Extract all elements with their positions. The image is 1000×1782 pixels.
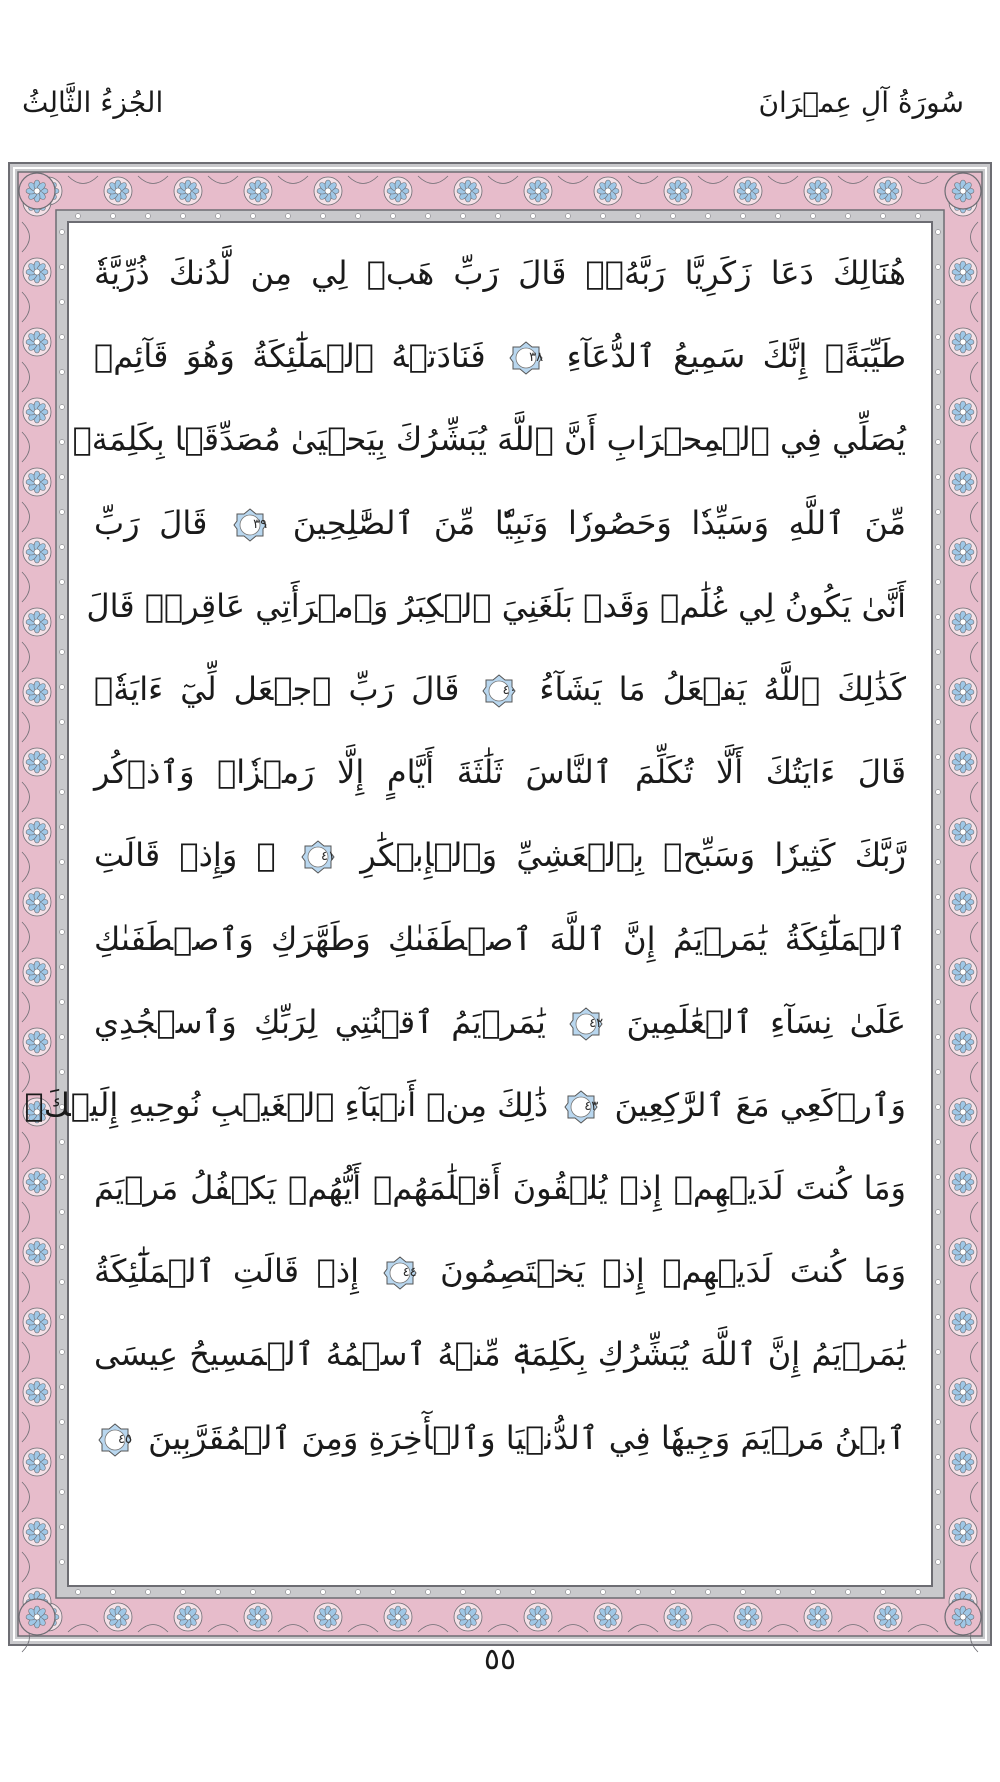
ayah-number: ٤٠ bbox=[502, 682, 517, 698]
page-number: ٥٥ bbox=[483, 1642, 517, 1677]
ayah-end-marker bbox=[301, 840, 335, 874]
text-line bbox=[94, 648, 906, 731]
verse-text: كَذَٰلِكَ ٱللَّهُ يَفۡعَلُ مَا يَشَآءُ bbox=[539, 669, 907, 708]
quran-text-block bbox=[24, 232, 922, 1576]
verse-text: ٱلۡمَلَٰٓئِكَةُ يَٰمَرۡيَمُ إِنَّ ٱللَّهَ ٱصۡطَفَىٰكِ وَطَهَّرَكِ وَٱصۡطَفَىٰكِ bbox=[94, 919, 906, 958]
verse-text: وَٱرۡكَعِي مَعَ ٱلرَّٰكِعِينَ bbox=[614, 1085, 906, 1124]
verse-text: مِّنَ ٱللَّهِ وَسَيِّدٗا وَحَصُورٗا وَنَبِيّٗا مِّنَ ٱلصَّٰلِحِينَ bbox=[292, 503, 907, 542]
text-line bbox=[94, 981, 906, 1064]
text-line bbox=[94, 1313, 906, 1396]
text-line bbox=[94, 482, 906, 565]
ayah-end-marker bbox=[98, 1423, 132, 1457]
text-line bbox=[94, 232, 906, 315]
verse-text: ذَٰلِكَ مِنۡ أَنۢبَآءِ ٱلۡغَيۡبِ نُوحِيهِ إِلَيۡكَۚ bbox=[24, 1085, 549, 1124]
ayah-end-marker bbox=[564, 1090, 598, 1124]
juz-title: الجُزءُ الثَّالِثُ bbox=[22, 86, 164, 119]
ayah-number: ٣٨ bbox=[529, 350, 544, 366]
verse-text: طَيِّبَةًۖ إِنَّكَ سَمِيعُ ٱلدُّعَآءِ bbox=[566, 337, 907, 376]
surah-title: سُورَةُ آلِ عِمۡرَانَ bbox=[758, 86, 964, 119]
text-line bbox=[86, 565, 906, 648]
verse-text: يَٰمَرۡيَمُ إِنَّ ٱللَّهَ يُبَشِّرُكِ بِكَلِمَةٖ مِّنۡهُ ٱسۡمُهُ ٱلۡمَسِيحُ عِيسَى bbox=[94, 1335, 906, 1374]
verse-text: وَمَا كُنتَ لَدَيۡهِمۡ إِذۡ يَخۡتَصِمُونَ bbox=[440, 1252, 907, 1291]
verse-text: رَّبَّكَ كَثِيرٗا وَسَبِّحۡ بِٱلۡعَشِيِّ وَٱلۡإِبۡكَٰرِ bbox=[360, 836, 907, 875]
verse-text: ۞ وَإِذۡ قَالَتِ bbox=[94, 836, 276, 875]
verse-text: قَالَ رَبِّ bbox=[94, 503, 208, 542]
verse-text: وَمَا كُنتَ لَدَيۡهِمۡ إِذۡ يُلۡقُونَ أَقۡلَٰمَهُمۡ أَيُّهُمۡ يَكۡفُلُ مَرۡيَمَ bbox=[94, 1169, 906, 1208]
verse-text: قَالَ ءَايَتُكَ أَلَّا تُكَلِّمَ ٱلنَّاسَ ثَلَٰثَةَ أَيَّامٍ إِلَّا رَمۡزٗاۗ وَٱذۡكُر bbox=[94, 753, 906, 792]
ayah-number: ٤٤ bbox=[402, 1265, 417, 1281]
text-line bbox=[94, 1230, 906, 1313]
page-header bbox=[0, 86, 1000, 146]
ayah-end-marker bbox=[233, 508, 267, 542]
verse-text: فَنَادَتۡهُ ٱلۡمَلَٰٓئِكَةُ وَهُوَ قَآئِمٞ bbox=[94, 337, 486, 376]
verse-text: إِذۡ قَالَتِ ٱلۡمَلَٰٓئِكَةُ bbox=[94, 1252, 359, 1291]
text-line bbox=[94, 814, 906, 897]
verse-text: يُصَلِّي فِي ٱلۡمِحۡرَابِ أَنَّ ٱللَّهَ يُبَشِّرُكَ بِيَحۡيَىٰ مُصَدِّقَۢا بِكَلِمَةٖ bbox=[72, 420, 906, 459]
ayah-end-marker bbox=[569, 1007, 603, 1041]
text-line bbox=[94, 1397, 906, 1480]
text-line bbox=[94, 731, 906, 814]
ayah-number: ٤١ bbox=[321, 849, 335, 865]
verse-text: ٱبۡنُ مَرۡيَمَ وَجِيهٗا فِي ٱلدُّنۡيَا وَٱلۡأٓخِرَةِ وَمِنَ ٱلۡمُقَرَّبِينَ bbox=[148, 1418, 906, 1457]
text-line bbox=[94, 315, 906, 398]
verse-text: قَالَ رَبِّ ٱجۡعَل لِّيٓ ءَايَةٗۖ bbox=[94, 669, 460, 708]
ayah-end-marker bbox=[482, 674, 516, 708]
ayah-number: ٤٣ bbox=[584, 1098, 599, 1114]
verse-text: عَلَىٰ نِسَآءِ ٱلۡعَٰلَمِينَ bbox=[626, 1002, 907, 1041]
text-line bbox=[94, 898, 906, 981]
ayah-number: ٤٥ bbox=[118, 1431, 132, 1447]
ayah-number: ٤٢ bbox=[589, 1015, 604, 1031]
text-line bbox=[24, 1064, 906, 1147]
ayah-end-marker bbox=[383, 1256, 417, 1290]
text-line bbox=[72, 398, 906, 481]
verse-text: يَٰمَرۡيَمُ ٱقۡنُتِي لِرَبِّكِ وَٱسۡجُدِي bbox=[94, 1002, 546, 1041]
text-line bbox=[94, 1147, 906, 1230]
verse-text: هُنَالِكَ دَعَا زَكَرِيَّا رَبَّهُۥۖ قَالَ رَبِّ هَبۡ لِي مِن لَّدُنكَ ذُرِّيَّةٗ bbox=[94, 254, 906, 292]
ayah-number: ٣٩ bbox=[253, 516, 268, 532]
ayah-end-marker bbox=[509, 341, 543, 375]
verse-text: أَنَّىٰ يَكُونُ لِي غُلَٰمٞ وَقَدۡ بَلَغَنِيَ ٱلۡكِبَرُ وَٱمۡرَأَتِي عَاقِرٞۖ قَالَ bbox=[86, 586, 906, 625]
